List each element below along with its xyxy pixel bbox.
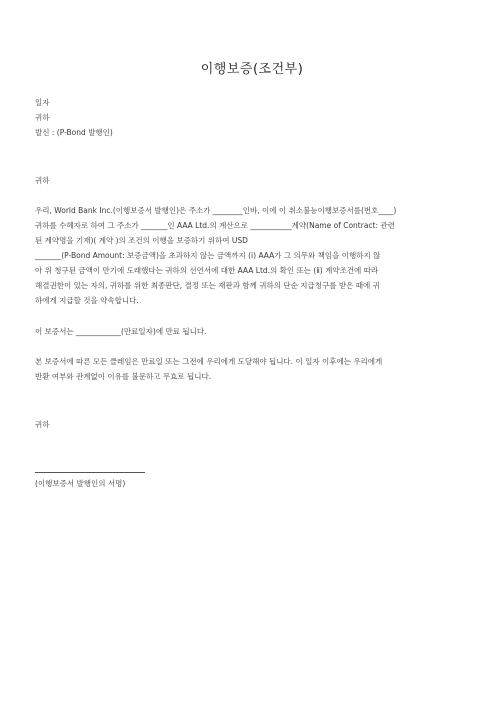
body-line: 하에게 지급할 것을 약속합니다. [35, 296, 139, 305]
claim-line: 본 보증서에 따른 모든 클레임은 만료일 또는 그전에 우리에게 도달해야 됩니다. 이 일자 이후에는 우리에게 [35, 357, 383, 366]
body-line: 우리, World Bank Inc.(이행보증서 발행인)은 주소가 ________인바, 이에 이 취소불능이행보증서를(번호____) [35, 206, 397, 215]
date-label: 일자 [35, 98, 50, 107]
claim-line: 반환 여부와 관계없이 이유를 불문하고 무효로 됩니다. [35, 372, 212, 381]
signature-line [35, 472, 145, 473]
signature-caption: (이행보증서 발행인의 서명) [35, 479, 126, 488]
expiry-statement: 이 보증서는 ____________(만료일자)에 만료 됩니다. [35, 327, 207, 336]
recipient-label: 귀하 [35, 113, 50, 122]
body-line: _______(P-Bond Amount: 보증금액)을 초과하지 않는 금액까지 (ⅰ) AAA가 그 의무와 책임을 이행하지 않 [35, 251, 381, 260]
salutation: 귀하 [35, 176, 50, 185]
claims-paragraph [35, 354, 469, 384]
document-title: 이행보증(조건부) [200, 62, 304, 77]
body-line: 해결권한이 있는 자의, 귀하를 위한 최종판단, 결정 또는 재판과 함께 귀하의 단순 지급청구를 받은 때에 귀 [35, 281, 380, 290]
body-line: 아 위 청구된 금액이 만기에 도래했다는 귀하의 선언서에 대한 AAA Ltd.의 확인 또는 (ⅱ) 계약조건에 따라 [35, 266, 379, 275]
guarantee-body-paragraph [35, 203, 469, 308]
issuer-label: 발신 : (P-Bond 발행인) [35, 128, 113, 137]
body-line: 귀하를 수혜자로 하여 그 주소가 _______인 AAA Ltd.의 계산으로 ___________계약(Name of Contract: 관련 [35, 221, 395, 230]
body-line: 된 계약명을 기재)( 계약 )의 조건의 이행을 보증하기 위하여 USD [35, 236, 248, 245]
closing-salutation: 귀하 [35, 420, 50, 429]
